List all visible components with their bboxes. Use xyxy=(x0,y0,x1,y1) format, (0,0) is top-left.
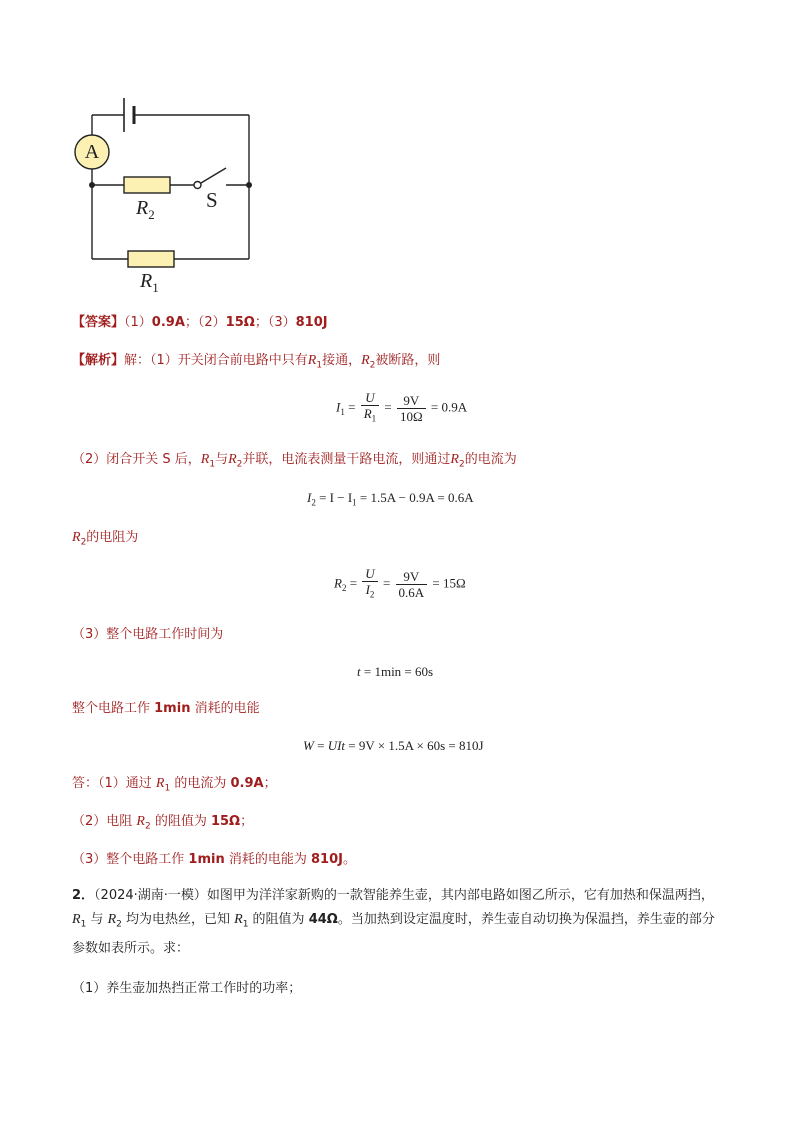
answer-line xyxy=(72,313,328,333)
f3-frac1 xyxy=(362,566,377,603)
f3-eq2: = xyxy=(382,575,391,591)
ans1-r: R xyxy=(155,776,165,791)
ans2-b: 的阻值为 xyxy=(150,814,211,829)
q2-r2-sub: 2 xyxy=(116,919,122,930)
resistor-r2-icon xyxy=(124,177,170,193)
step2-t3: 并联，电流表测量干路电流，则通过 xyxy=(242,452,451,467)
ans2-a: （2）电阻 xyxy=(72,814,137,829)
f3-frac2 xyxy=(396,569,428,600)
answer-p3: ；（3） xyxy=(254,315,296,330)
q2-sub1: （1）养生壶加热挡正常工作时的功率； xyxy=(72,981,302,996)
q2-t3: 均为电热丝，已知 xyxy=(121,912,235,927)
q2-r2: R xyxy=(107,912,117,927)
ammeter-label: A xyxy=(84,141,100,163)
step3-line xyxy=(72,528,138,553)
step2-line xyxy=(72,450,517,475)
f2-sub-a: 2 xyxy=(311,497,316,508)
q2-t4: 的阻值为 xyxy=(248,912,309,927)
question-2-sub-1 xyxy=(72,979,301,999)
ans-line-1 xyxy=(72,774,277,799)
q2-num: 2． xyxy=(72,888,95,903)
analysis-t2: 接通， xyxy=(322,353,362,368)
step5-t2: 消耗的电能 xyxy=(190,701,260,716)
f2-sub-b: 1 xyxy=(352,497,357,508)
step4-line xyxy=(72,625,223,645)
ans1-sub: 1 xyxy=(164,783,171,794)
analysis-tag: 【解析】 xyxy=(72,353,125,368)
ans3-b: 消耗的电能为 xyxy=(224,852,311,867)
f2-b: = I − I xyxy=(315,490,353,505)
q2-r1-sub: 1 xyxy=(80,919,87,930)
r2-letter: R xyxy=(136,197,149,219)
junction-dot-left xyxy=(89,182,95,188)
f2-c: = 1.5A − 0.9A = 0.6A xyxy=(356,490,474,505)
step2-r2: R xyxy=(228,452,237,467)
f5-b: = xyxy=(313,738,328,753)
f4-t: t xyxy=(357,664,361,679)
analysis-r1-sub: 1 xyxy=(316,360,323,371)
answer-tag: 【答案】 xyxy=(72,315,125,330)
step2-t2: 与 xyxy=(215,452,229,467)
q2-r1b-sub: 1 xyxy=(242,919,249,930)
f3-num1: U xyxy=(362,566,377,582)
analysis-r2: R xyxy=(361,353,370,368)
f1-den2: 10Ω xyxy=(399,408,423,424)
analysis-t3: 被断路，则 xyxy=(375,353,441,368)
step5-line xyxy=(72,699,260,719)
step3-r2-sub: 2 xyxy=(80,537,87,548)
ans1-c: ； xyxy=(263,776,277,791)
f3-den1: I xyxy=(365,582,370,597)
f1-eq2: = xyxy=(384,399,392,415)
ans2-sub: 2 xyxy=(144,821,151,832)
step4-t: （3）整个电路工作时间为 xyxy=(72,627,224,642)
f4-rest: = 1min = 60s xyxy=(360,664,434,679)
circuit-diagram xyxy=(0,0,794,300)
battery-icon xyxy=(124,98,134,132)
q2-r1b: R xyxy=(234,912,243,927)
step2-r2-sub: 2 xyxy=(236,459,243,470)
answer-p1: （1） xyxy=(124,315,152,330)
formula-4 xyxy=(357,662,433,682)
step2-r1-sub: 1 xyxy=(209,459,216,470)
f1-lhs-sub: 1 xyxy=(340,406,345,417)
f3-num2: 9V xyxy=(396,569,428,585)
r1-sub: 1 xyxy=(152,280,159,295)
step5-t1: 整个电路工作 xyxy=(72,701,155,716)
q2-src: （2024·湖南·一模） xyxy=(94,888,207,903)
step2-r2b: R xyxy=(450,452,459,467)
step3-r2: R xyxy=(72,530,81,545)
ans1-b: 的电流为 xyxy=(170,776,231,791)
r2-label xyxy=(136,196,155,227)
ans2-v: 15Ω xyxy=(210,814,241,829)
f3-den1-sub: 2 xyxy=(369,589,375,600)
f3-den1-wrap xyxy=(362,582,377,603)
question-2 xyxy=(72,884,724,961)
step5-v: 1min xyxy=(154,701,191,716)
r1-letter: R xyxy=(140,270,153,292)
f3-result: = 15Ω xyxy=(432,575,466,591)
f3-den2: 0.6A xyxy=(398,584,425,600)
ans3-v1: 1min xyxy=(188,852,225,867)
r2-sub: 2 xyxy=(148,207,155,222)
f3-lhs-sub: 2 xyxy=(341,582,347,593)
f1-num1: U xyxy=(361,390,379,406)
q2-r1: R xyxy=(72,912,81,927)
analysis-line xyxy=(72,351,440,376)
step2-r1: R xyxy=(200,452,210,467)
answer-v1: 0.9A xyxy=(151,315,185,330)
step2-t4: 的电流为 xyxy=(464,452,517,467)
ans3-a: （3）整个电路工作 xyxy=(72,852,189,867)
ans3-c: 。 xyxy=(342,852,356,867)
step2-r2b-sub: 2 xyxy=(458,459,465,470)
analysis-t1: 解：（1）开关闭合前电路中只有 xyxy=(124,353,308,368)
f1-lhs: I xyxy=(336,399,341,415)
junction-dot-right xyxy=(246,182,252,188)
ans2-c: ； xyxy=(240,814,254,829)
f1-frac2 xyxy=(397,393,426,424)
f5-a: W xyxy=(303,738,314,753)
analysis-r2-sub: 2 xyxy=(369,360,376,371)
ans1-v: 0.9A xyxy=(230,776,264,791)
analysis-r1: R xyxy=(307,353,317,368)
ans-line-3 xyxy=(72,850,356,870)
f1-frac1 xyxy=(361,390,379,427)
q2-t5: 。当加热到设定温度时，养生壶自动切换为保温挡，养生壶的部分参数如表所示。求： xyxy=(72,912,715,956)
q2-t2: 与 xyxy=(86,912,108,927)
f1-den1-sub: 1 xyxy=(371,413,377,424)
step3-t: 的电阻为 xyxy=(86,530,139,545)
f1-eq1: = xyxy=(348,399,356,415)
formula-1 xyxy=(336,390,467,427)
f5-d: = 9V × 1.5A × 60s = 810J xyxy=(345,738,484,753)
formula-2 xyxy=(307,488,474,513)
f5-c: UIt xyxy=(327,738,346,753)
ans3-v2: 810J xyxy=(310,852,343,867)
answer-v3: 810J xyxy=(295,315,328,330)
ans2-r: R xyxy=(136,814,145,829)
f1-result: = 0.9A xyxy=(430,399,468,415)
q2-t1: 如图甲为洋洋家新购的一款智能养生壶，其内部电路如图乙所示，它有加热和保温两挡， xyxy=(206,888,714,903)
ans-line-2 xyxy=(72,812,253,837)
switch-contact-icon xyxy=(194,182,201,189)
ans1-a: 答：（1）通过 xyxy=(72,776,156,791)
formula-5 xyxy=(303,736,484,756)
q2-v: 44Ω xyxy=(308,912,338,927)
r1-label xyxy=(140,269,159,300)
answer-v2: 15Ω xyxy=(225,315,255,330)
switch-label: S xyxy=(206,188,218,212)
formula-3 xyxy=(334,566,466,603)
f2-a: I xyxy=(307,490,312,505)
f3-lhs: R xyxy=(334,575,342,591)
answer-p2: ；（2） xyxy=(184,315,226,330)
f1-den1-wrap xyxy=(361,406,379,427)
f1-den1: R xyxy=(363,406,372,421)
resistor-r1-icon xyxy=(128,251,174,267)
f1-num2: 9V xyxy=(397,393,426,409)
step2-t1: （2）闭合开关 S 后， xyxy=(72,452,201,467)
f3-eq1: = xyxy=(349,575,358,591)
